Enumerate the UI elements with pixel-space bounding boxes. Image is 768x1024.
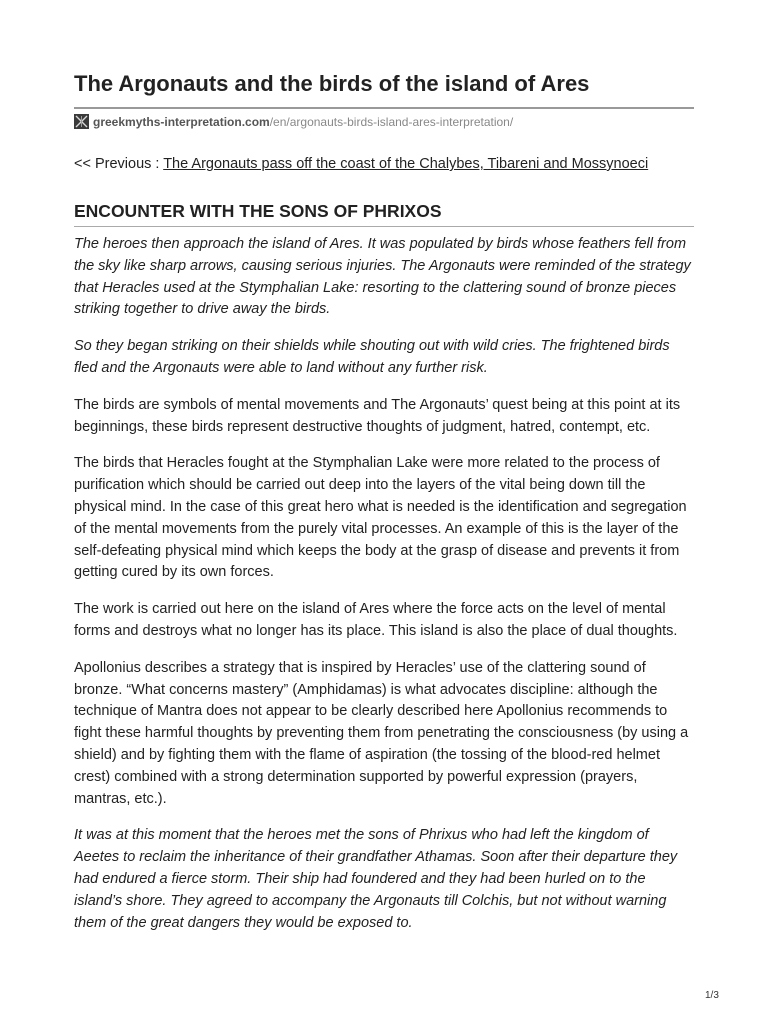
previous-prefix: << Previous : [74,156,164,172]
section-divider [74,226,694,227]
paragraph-3: The birds are symbols of mental movements and The Argonauts’ quest being at this point at its beginnings, these birds represent destructive thoughts of judgment, hatred, contempt, etc. [74,396,681,435]
page-indicator: 1/3 [705,990,719,1001]
source-domain: greekmyths-interpretation.com [93,114,270,129]
paragraph-7: It was at this moment that the heroes met the sons of Phrixus who had left the kingdom of Aeetes to reclaim the inheritance of their grandfather Athamas. Soon after their departure they had endured a fierce storm. Their ship had foundered and they had been hurled on to the island’s shore. They agreed to accompany the Argonauts till Colchis, but not without warning them of the great dangers they would be exposed to. [74,827,678,931]
title-divider [74,107,694,109]
paragraph-2: So they began striking on their shields while shouting out with wild cries. The frightened birds fled and the Argonauts were able to land without any further risk. [74,338,670,376]
article-body [74,234,694,949]
paragraph-6: Apollonius describes a strategy that is inspired by Heracles’ use of the clattering sound of bronze. “What concerns mastery” (Amphidamas) is what advocates discipline: although the technique of Mantra does not appear to be clearly described here Apollonius recommends to fight these harmful thoughts by preventing them from penetrating the consciousness (by using a shield) and by fighting them with the flame of aspiration (the tossing of the blood-red helmet crest) combined with a strong determination supported by powerful expression (prayers, mantras, etc.). [74,659,689,807]
site-logo-icon [74,114,89,129]
source-path: /en/argonauts-birds-island-ares-interpretation/ [269,114,514,129]
previous-article-link[interactable]: The Argonauts pass off the coast of the Chalybes, Tibareni and Mossynoeci [163,156,649,172]
page-title: The Argonauts and the birds of the island of Ares [74,71,590,96]
paragraph-1: The heroes then approach the island of Ares. It was populated by birds whose feathers fell from the sky like sharp arrows, causing serious injuries. The Argonauts were reminded of the strategy that Heracles used at the Stymphalian Lake: resorting to the clattering sound of bronze pieces striking together to drive away the birds. [74,236,691,318]
paragraph-4: The birds that Heracles fought at the Stymphalian Lake were more related to the process of purification which should be carried out deep into the layers of the vital being down till the physical mind. In the case of this great hero what is needed is the identification and segregation of the mental movements from the purely vital processes. An example of this is the layer of the self-defeating physical mind which keeps the body at the grasp of disease and prevents it from getting cured by its own forces. [74,455,687,581]
source-url[interactable] [74,113,513,130]
section-heading: ENCOUNTER WITH THE SONS OF PHRIXOS [74,201,442,221]
paragraph-5: The work is carried out here on the island of Ares where the force acts on the level of mental forms and destroys what no longer has its place. This island is also the place of dual thoughts. [74,601,678,639]
previous-navigation [74,156,648,172]
